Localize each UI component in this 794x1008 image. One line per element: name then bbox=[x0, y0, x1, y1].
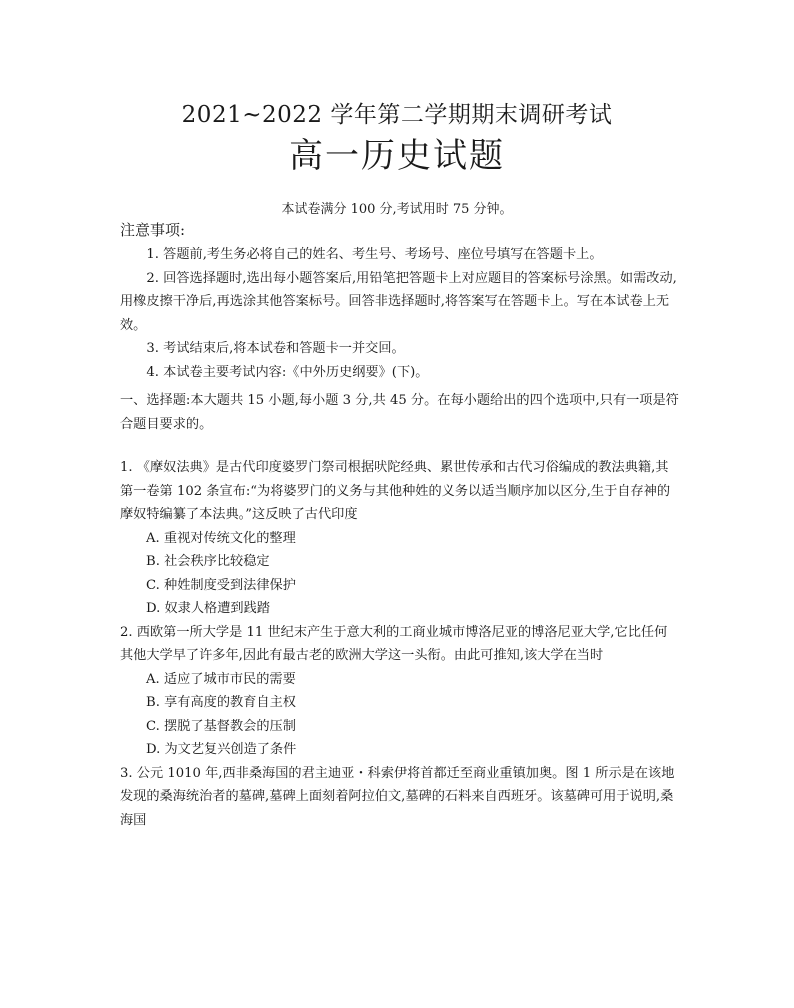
option-a: A. 适应了城市市民的需要 bbox=[146, 671, 296, 687]
question-stem: 1. 《摩奴法典》是古代印度婆罗门祭司根据吠陀经典、累世传承和古代习俗编成的教法典籍,其第一卷第 102 条宣布:“为将婆罗门的义务与其他种姓的义务以适当顺序加以区分,生于自存神的摩奴特编纂了本法典。”这反映了古代印度 bbox=[120, 460, 671, 522]
question-2 bbox=[120, 621, 680, 762]
option-d: D. 奴隶人格遭到践踏 bbox=[146, 601, 270, 616]
notice-item: 1. 答题前,考生务必将自己的姓名、考生号、考场号、座位号填写在答题卡上。 bbox=[146, 247, 603, 262]
exam-title: 2021~2022 学年第二学期期末调研考试 bbox=[181, 102, 613, 128]
option-list bbox=[120, 668, 680, 762]
option-a: A. 重视对传统文化的整理 bbox=[146, 530, 296, 546]
notice-heading: 注意事项: bbox=[120, 221, 186, 239]
option-c: C. 摆脱了基督教会的压制 bbox=[146, 718, 296, 734]
notice-item: 3. 考试结束后,将本试卷和答题卡一并交回。 bbox=[146, 341, 405, 356]
option-list bbox=[120, 527, 680, 621]
question-3 bbox=[120, 762, 680, 833]
section-heading: 一、选择题:本大题共 15 小题,每小题 3 分,共 45 分。在每小题给出的四个选项中,只有一项是符合题目要求的。 bbox=[120, 393, 679, 432]
question-1 bbox=[120, 456, 680, 621]
question-list bbox=[120, 456, 680, 832]
option-b: B. 享有高度的教育自主权 bbox=[146, 695, 296, 710]
question-stem: 3. 公元 1010 年,西非桑海国的君主迪亚・科索伊将首都迁至商业重镇加奥。图 1 所示是在该地发现的桑海统治者的墓碑,墓碑上面刻着阿拉伯文,墓碑的石料来自西班牙。该墓碑可用于说明,桑海国 bbox=[120, 765, 675, 828]
notice-list bbox=[120, 243, 680, 384]
exam-subtitle: 高一历史试题 bbox=[289, 136, 505, 176]
exam-info: 本试卷满分 100 分,考试用时 75 分钟。 bbox=[281, 202, 513, 217]
notice-item: 2. 回答选择题时,选出每小题答案后,用铅笔把答题卡上对应题目的答案标号涂黑。如需改动,用橡皮擦干净后,再选涂其他答案标号。回答非选择题时,将答案写在答题卡上。写在本试卷上无效。 bbox=[120, 270, 677, 333]
option-b: B. 社会秩序比较稳定 bbox=[146, 554, 270, 569]
notice-item: 4. 本试卷主要考试内容:《中外历史纲要》(下)。 bbox=[146, 364, 429, 380]
question-stem: 2. 西欧第一所大学是 11 世纪末产生于意大利的工商业城市博洛尼亚的博洛尼亚大学,它比任何其他大学早了许多年,因此有最古老的欧洲大学这一头衔。由此可推知,该大学在当时 bbox=[120, 624, 668, 663]
option-c: C. 种姓制度受到法律保护 bbox=[146, 577, 296, 593]
option-d: D. 为文艺复兴创造了条件 bbox=[146, 742, 297, 757]
